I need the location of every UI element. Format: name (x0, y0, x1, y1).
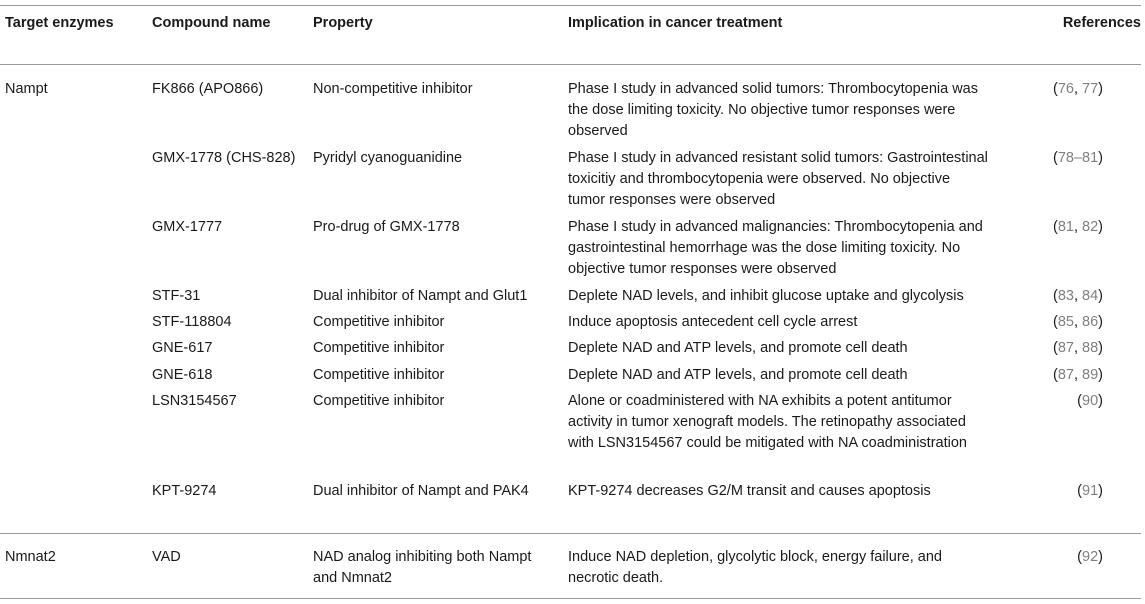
reference-link[interactable]: 86 (1082, 314, 1099, 330)
cell-property: Pro-drug of GMX-1778 (313, 219, 460, 235)
cell-references: (92) (1077, 549, 1103, 565)
cell-implication: KPT-9274 decreases G2/M transit and causes apoptosis (568, 483, 931, 499)
cell-target: Nampt (5, 81, 48, 97)
reference-link[interactable]: 83 (1057, 288, 1074, 304)
cell-implication: Alone or coadministered with NA exhibits a potent antitumor activity in tumor xenograft models. The retinopathy associated with LSN3154567 could be mitigated with NA coadministration (568, 393, 967, 451)
cell-implication: Induce NAD depletion, glycolytic block, energy failure, and necrotic death. (568, 549, 942, 586)
reference-link[interactable]: 87 (1057, 367, 1074, 383)
cell-property: Competitive inhibitor (313, 367, 445, 383)
cell-implication: Deplete NAD levels, and inhibit glucose uptake and glycolysis (568, 288, 964, 304)
cell-compound: GNE-617 (152, 340, 213, 356)
cell-implication: Phase I study in advanced resistant solid tumors: Gastrointestinal toxicitiy and thrombocytopenia were observed. No objective tumor responses were observed (568, 150, 988, 208)
cell-references: (85, 86) (1052, 314, 1103, 330)
cell-references: (91) (1077, 483, 1103, 499)
reference-link[interactable]: 85 (1057, 314, 1074, 330)
cell-implication: Phase I study in advanced solid tumors: Thrombocytopenia was the dose limiting toxicity. No objective tumor responses were observed (568, 81, 978, 139)
reference-link[interactable]: 92 (1082, 549, 1099, 565)
cell-compound: VAD (152, 549, 181, 565)
cell-property: Pyridyl cyanoguanidine (313, 150, 463, 166)
reference-link[interactable]: 87 (1057, 340, 1074, 356)
cell-compound: GMX-1777 (152, 219, 223, 235)
cell-references: (76, 77) (1052, 81, 1103, 97)
header-compound-name: Compound name (152, 15, 271, 31)
cell-compound: GNE-618 (152, 367, 213, 383)
cell-compound: STF-118804 (152, 314, 232, 330)
cell-property: Dual inhibitor of Nampt and Glut1 (313, 288, 528, 304)
cell-references: (83, 84) (1052, 288, 1103, 304)
reference-link[interactable]: 89 (1082, 367, 1099, 383)
cell-references: (90) (1077, 393, 1103, 409)
cell-references: (87, 88) (1052, 340, 1103, 356)
cell-implication: Phase I study in advanced malignancies: Thrombocytopenia and gastrointestinal hemorrhage was the dose limiting toxicity. No objective tumor responses were observed (568, 219, 983, 277)
cell-compound: STF-31 (152, 288, 201, 304)
header-rule (0, 64, 1141, 65)
reference-link[interactable]: 78–81 (1057, 150, 1099, 166)
reference-link[interactable]: 90 (1082, 393, 1099, 409)
cell-references: (81, 82) (1052, 219, 1103, 235)
cell-property: Competitive inhibitor (313, 314, 445, 330)
cell-property: Competitive inhibitor (313, 393, 445, 409)
cell-property: Competitive inhibitor (313, 340, 445, 356)
header-target-enzymes: Target enzymes (5, 15, 114, 31)
cell-implication: Deplete NAD and ATP levels, and promote cell death (568, 367, 908, 383)
cell-target: Nmnat2 (5, 549, 56, 565)
cell-references: (87, 89) (1052, 367, 1103, 383)
group-rule (0, 533, 1141, 534)
reference-link[interactable]: 82 (1082, 219, 1099, 235)
reference-link[interactable]: 88 (1082, 340, 1099, 356)
cell-compound: FK866 (APO866) (152, 81, 264, 97)
cell-compound: LSN3154567 (152, 393, 237, 409)
header-implication: Implication in cancer treatment (568, 15, 783, 31)
top-rule (0, 5, 1141, 6)
cell-implication: Induce apoptosis antecedent cell cycle arrest (568, 314, 858, 330)
cell-references: (78–81) (1052, 150, 1103, 166)
bottom-rule (0, 598, 1141, 599)
cell-property: Non-competitive inhibitor (313, 81, 473, 97)
cell-compound: KPT-9274 (152, 483, 217, 499)
reference-link[interactable]: 81 (1057, 219, 1074, 235)
reference-link[interactable]: 91 (1082, 483, 1099, 499)
reference-link[interactable]: 77 (1082, 81, 1099, 97)
header-references: References (1062, 15, 1141, 31)
cell-property: NAD analog inhibiting both Nampt and Nmnat2 (313, 549, 532, 586)
cell-compound: GMX-1778 (CHS-828) (152, 150, 296, 166)
reference-link[interactable]: 84 (1082, 288, 1099, 304)
reference-link[interactable]: 76 (1057, 81, 1074, 97)
header-property: Property (313, 15, 373, 31)
cell-implication: Deplete NAD and ATP levels, and promote cell death (568, 340, 908, 356)
cell-property: Dual inhibitor of Nampt and PAK4 (313, 483, 529, 499)
